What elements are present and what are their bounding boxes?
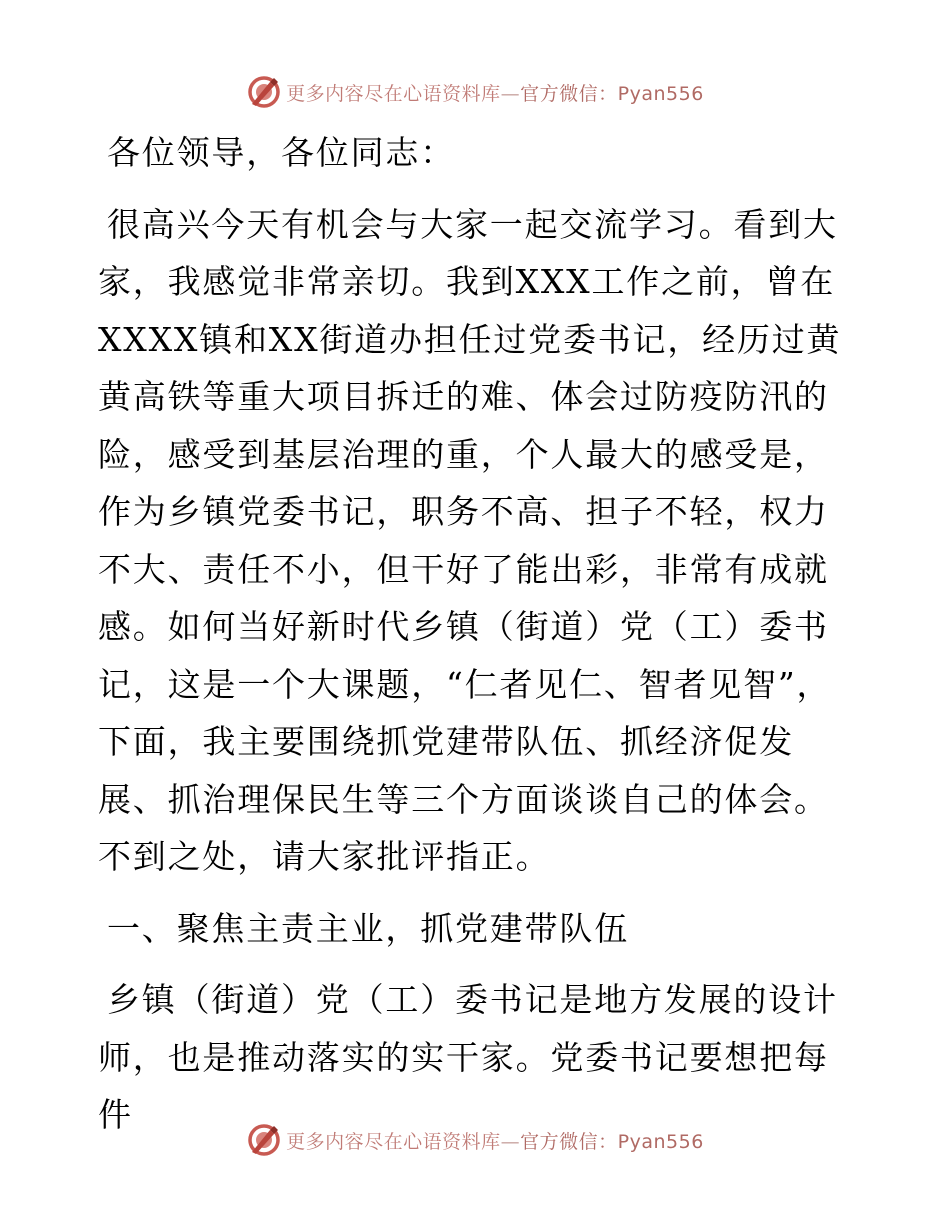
document-body bbox=[98, 124, 850, 1144]
paragraph-section-1: 乡镇（街道）党（工）委书记是地方发展的设计师，也是推动落实的实干家。党委书记要想把每件 bbox=[98, 980, 838, 1134]
paragraph-intro: 很高兴今天有机会与大家一起交流学习。看到大家，我感觉非常亲切。我到XXX工作之前，曾在XXXX镇和XX街道办担任过党委书记，经历过黄黄高铁等重大项目拆迁的难、体会过防疫防汛的险，感受到基层治理的重，个人最大的感受是，作为乡镇党委书记，职务不高、担子不轻，权力不大、责任不小，但干好了能出彩，非常有成就感。如何当好新时代乡镇（街道）党（工）委书记，这是一个大课题，“仁者见仁、智者见智”，下面，我主要围绕抓党建带队伍、抓经济促发展、抓治理保民生等三个方面谈谈自己的体会。不到之处，请大家批评指正。 bbox=[98, 204, 842, 876]
salutation: 各位领导，各位同志： bbox=[107, 133, 455, 172]
pen-logo-icon bbox=[246, 1122, 282, 1158]
watermark-text: 更多内容尽在心语资料库—官方微信：Pyan556 bbox=[286, 82, 704, 105]
pen-logo-icon bbox=[246, 74, 282, 110]
section-heading-1: 一、聚焦主责主业，抓党建带队伍 bbox=[107, 908, 629, 948]
watermark-text: 更多内容尽在心语资料库—官方微信：Pyan556 bbox=[286, 1130, 704, 1153]
watermark-banner-top bbox=[0, 72, 950, 112]
watermark-banner-bottom bbox=[0, 1120, 950, 1160]
